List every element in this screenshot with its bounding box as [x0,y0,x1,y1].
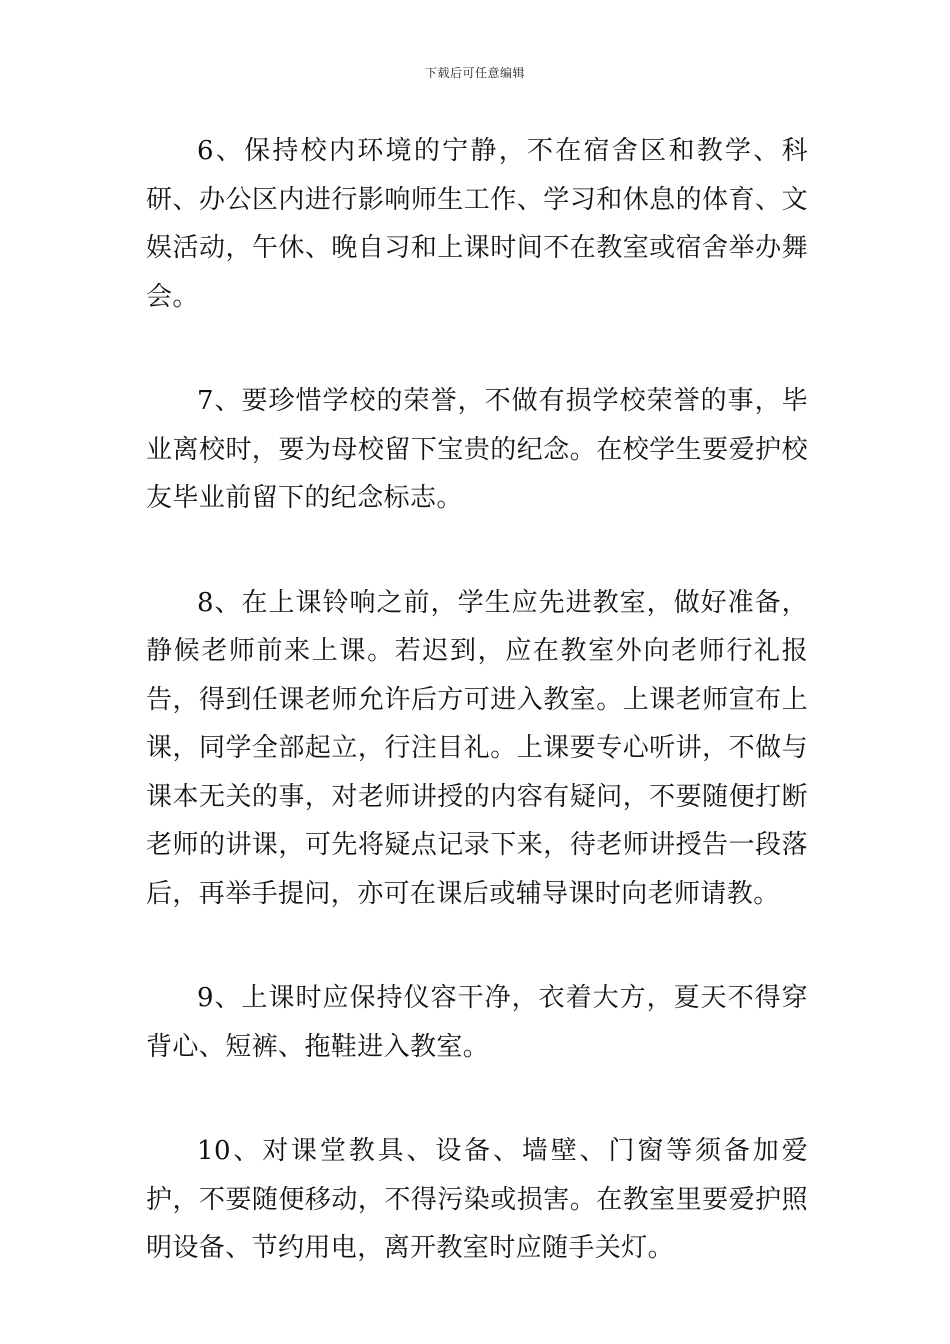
document-body [146,127,808,1329]
paragraph-rule-6: 6、保持校内环境的宁静，不在宿舍区和教学、科研、办公区内进行影响师生工作、学习和休息的体育、文娱活动，午休、晚自习和上课时间不在教室或宿舍举办舞会。 [146,136,808,312]
paragraph-rule-9: 9、上课时应保持仪容干净，衣着大方，夏天不得穿背心、短裤、拖鞋进入教室。 [146,983,808,1062]
paragraph-rule-10: 10、对课堂教具、设备、墙壁、门窗等须备加爱护，不要随便移动，不得污染或损害。在教室里要爱护照明设备、节约用电，离开教室时应随手关灯。 [146,1136,808,1263]
page-header-note: 下载后可任意编辑 [424,66,525,80]
paragraph-rule-7: 7、要珍惜学校的荣誉，不做有损学校荣誉的事，毕业离校时，要为母校留下宝贵的纪念。在校学生要爱护校友毕业前留下的纪念标志。 [146,386,808,513]
paragraph-rule-8: 8、在上课铃响之前，学生应先进教室，做好准备，静候老师前来上课。若迟到，应在教室外向老师行礼报告，得到任课老师允许后方可进入教室。上课老师宣布上课，同学全部起立，行注目礼。上课要专心听讲，不做与课本无关的事，对老师讲授的内容有疑问，不要随便打断老师的讲课，可先将疑点记录下来，待老师讲授告一段落后，再举手提问，亦可在课后或辅导课时向老师请教。 [146,587,808,909]
